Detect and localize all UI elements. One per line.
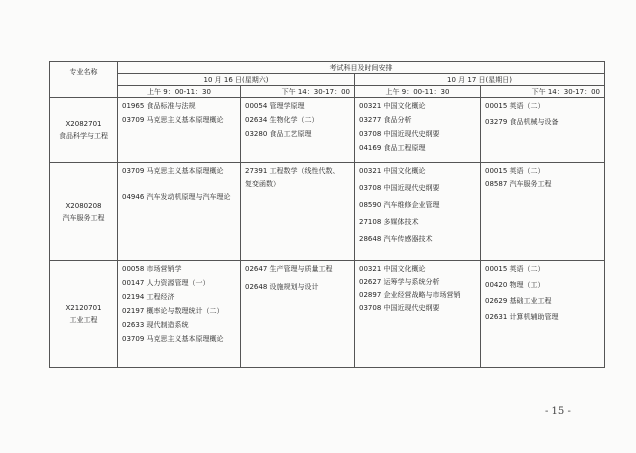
subject-item: 02629 基础工业工程 xyxy=(485,297,552,305)
subject-item: 02197 概率论与数理统计（二） xyxy=(122,307,224,315)
subject-cell xyxy=(481,98,605,163)
subject-cell xyxy=(118,261,241,368)
subject-item: 03277 食品分析 xyxy=(359,116,412,124)
day2-pm-header: 下午 14：30-17：00 xyxy=(481,86,605,98)
subject-item: 02627 运筹学与系统分析 xyxy=(359,278,440,286)
subject-cell xyxy=(241,261,355,368)
subject-item: 08587 汽车服务工程 xyxy=(485,180,552,188)
day2-header: 10 月 17 日(星期日) xyxy=(355,74,605,86)
major-code: X2082701 xyxy=(65,120,102,128)
subject-item: 03709 马克思主义基本原理概论 xyxy=(122,116,224,124)
subject-item: 00321 中国文化概论 xyxy=(359,167,426,175)
subject-item: 00058 市场营销学 xyxy=(122,265,182,273)
subject-cell xyxy=(118,163,241,261)
subject-cell xyxy=(241,163,355,261)
subject-item: 00015 英语（二） xyxy=(485,265,545,273)
major-cell xyxy=(50,261,118,368)
schedule-body xyxy=(50,98,605,368)
subject-item: 02633 现代制造系统 xyxy=(122,321,189,329)
subject-item: 00420 物理（工） xyxy=(485,281,545,289)
major-name: 汽车服务工程 xyxy=(62,213,105,222)
subject-item: 00321 中国文化概论 xyxy=(359,102,426,110)
subject-item: 00015 英语（二） xyxy=(485,167,545,175)
subject-item: 02194 工程经济 xyxy=(122,293,175,301)
subject-cell xyxy=(241,98,355,163)
subject-item: 复变函数） xyxy=(245,180,280,188)
subject-item: 28648 汽车传感器技术 xyxy=(359,235,433,243)
subject-item: 02897 企业经营战略与市场营销 xyxy=(359,291,461,299)
major-header: 专业名称 xyxy=(50,62,118,98)
major-code: X2120701 xyxy=(65,304,102,312)
exam-schedule-table xyxy=(49,61,605,368)
subject-item: 08590 汽车维修企业管理 xyxy=(359,201,440,209)
subject-item: 03709 马克思主义基本原理概论 xyxy=(122,335,224,343)
day1-pm-header: 下午 14：30-17：00 xyxy=(241,86,355,98)
subject-item: 02631 计算机辅助管理 xyxy=(485,313,559,321)
table-row xyxy=(50,261,605,368)
subject-item: 02647 生产管理与质量工程 xyxy=(245,265,333,273)
day1-header: 10 月 16 日(星期六) xyxy=(118,74,355,86)
subject-item: 03280 食品工艺原理 xyxy=(245,130,312,138)
subject-item: 27391 工程数学（线性代数、 xyxy=(245,167,340,175)
subject-cell xyxy=(481,163,605,261)
subject-cell xyxy=(481,261,605,368)
table-row xyxy=(50,98,605,163)
subject-item: 00054 管理学原理 xyxy=(245,102,305,110)
day2-am-header: 上午 9：00-11：30 xyxy=(355,86,481,98)
subject-item: 03709 马克思主义基本原理概论 xyxy=(122,167,224,175)
subject-item: 00015 英语（二） xyxy=(485,102,545,110)
subject-item: 00147 人力资源管理（一） xyxy=(122,279,210,287)
day1-am-header: 上午 9：00-11：30 xyxy=(118,86,241,98)
subject-cell xyxy=(355,98,481,163)
subject-cell xyxy=(118,98,241,163)
table-row xyxy=(50,163,605,261)
subject-item: 04169 食品工程原理 xyxy=(359,144,426,152)
major-code: X2080208 xyxy=(65,201,102,210)
subject-item: 03708 中国近现代史纲要 xyxy=(359,304,440,312)
subject-cell xyxy=(355,163,481,261)
subject-item: 02634 生物化学（二） xyxy=(245,116,319,124)
subject-item: 03279 食品机械与设备 xyxy=(485,118,559,126)
major-cell xyxy=(50,163,118,261)
subject-item: 04946 汽车发动机原理与汽车理论 xyxy=(122,193,231,201)
page-number: - 15 - xyxy=(545,406,571,417)
exam-title-header: 考试科目及时间安排 xyxy=(118,62,605,74)
major-name: 工业工程 xyxy=(69,316,98,324)
subject-item: 01965 食品标准与法规 xyxy=(122,102,196,110)
major-cell xyxy=(50,98,118,163)
major-name: 食品科学与工程 xyxy=(59,132,108,140)
subject-item: 00321 中国文化概论 xyxy=(359,265,426,273)
subject-item: 27108 多媒体技术 xyxy=(359,218,419,226)
subject-item: 02648 设施规划与设计 xyxy=(245,283,319,291)
subject-item: 03708 中国近现代史纲要 xyxy=(359,184,440,192)
subject-item: 03708 中国近现代史纲要 xyxy=(359,130,440,138)
subject-cell xyxy=(355,261,481,368)
